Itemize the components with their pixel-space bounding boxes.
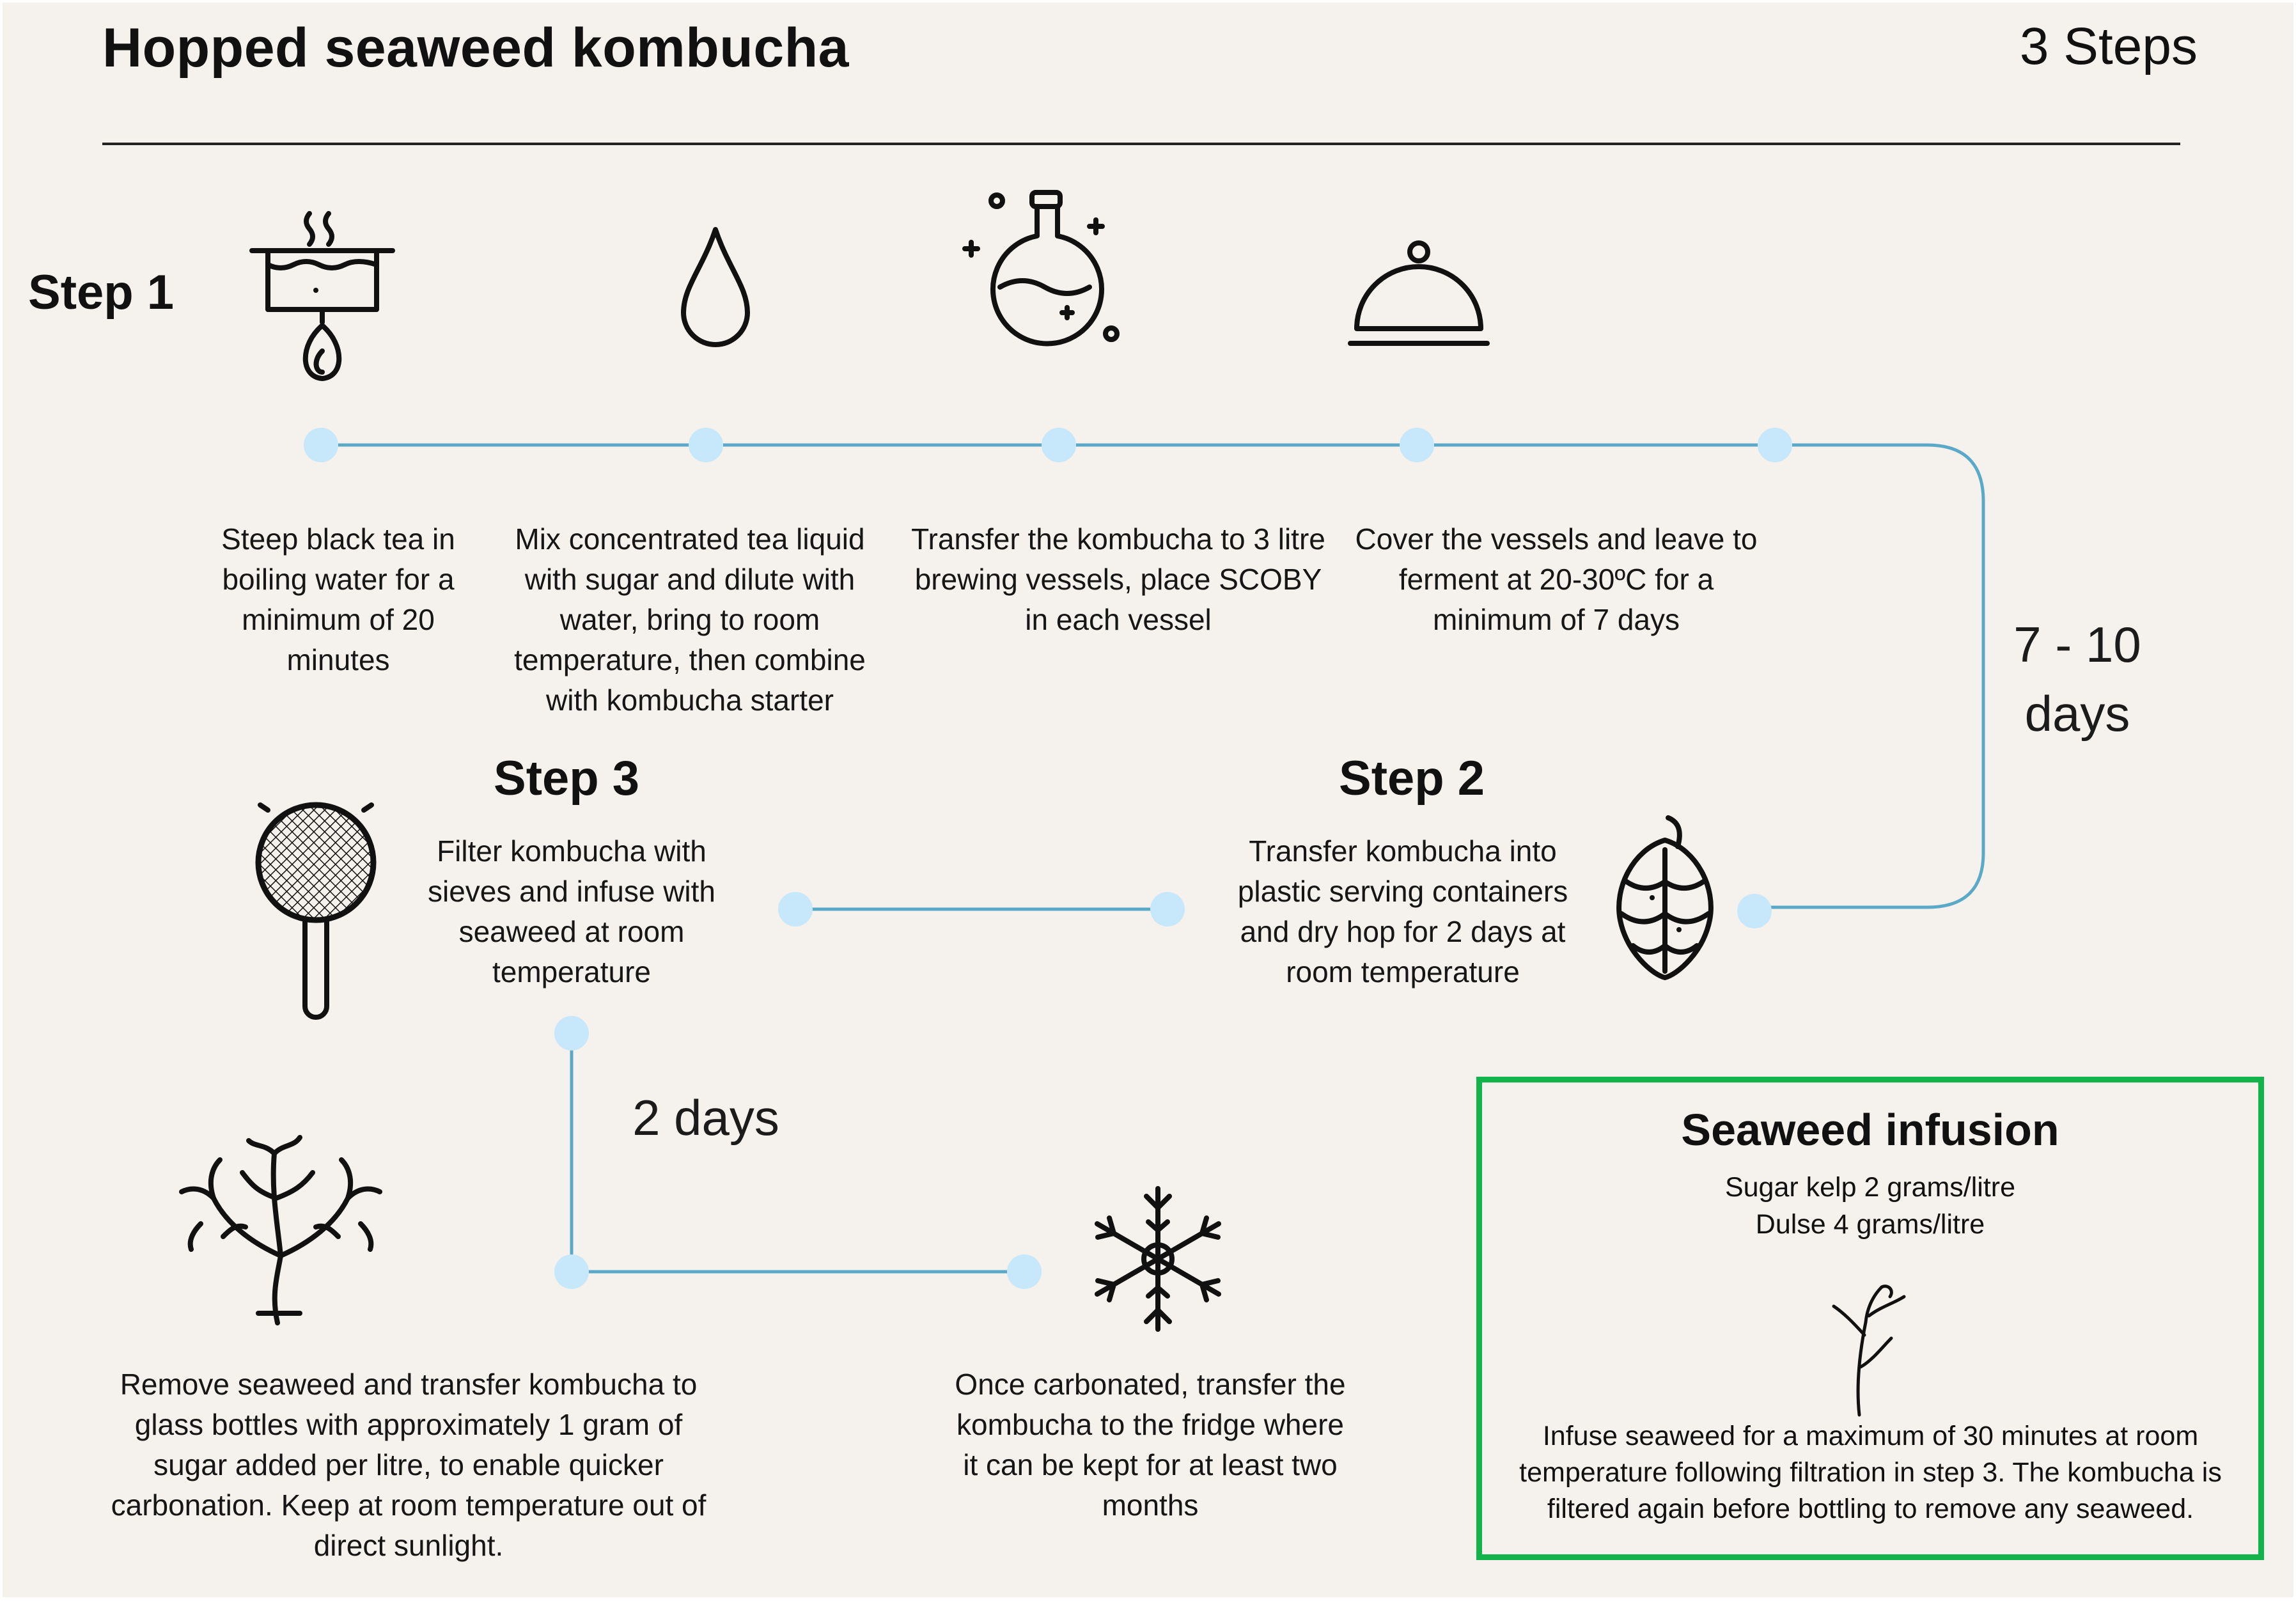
- final-text-2: Once carbonated, transfer the kombucha to the fridge where it can be kept for at least two months: [955, 1368, 1346, 1522]
- step2-label: Step 2: [1339, 751, 1485, 806]
- flow-node: [1758, 428, 1792, 462]
- sieve-icon: [249, 799, 383, 1022]
- step1-text-2: Mix concentrated tea liquid with sugar and dilute with water, bring to room temperature, then combine with kombucha starter: [514, 522, 866, 717]
- infusion-amounts: [1482, 1169, 2258, 1243]
- step3-label: Step 3: [494, 751, 640, 806]
- flow-node: [554, 1016, 589, 1050]
- seaweed-sprig-icon: [1821, 1277, 1917, 1418]
- infusion-title: Seaweed infusion: [1681, 1105, 2059, 1155]
- duration-2-days: 2 days: [632, 1089, 779, 1146]
- step1-label: Step 1: [28, 265, 175, 320]
- steps-count: 3 Steps: [2019, 17, 2198, 75]
- step2-text: Transfer kombucha into plastic serving containers and dry hop for 2 days at room temperature: [1237, 834, 1568, 988]
- snowflake-icon: [1077, 1182, 1240, 1336]
- page-title: Hopped seaweed kombucha: [102, 17, 850, 79]
- flow-node: [1400, 428, 1434, 462]
- flow-path-step3-final: [572, 1033, 1024, 1272]
- recipe-diagram: [3, 3, 2293, 1597]
- flow-node: [778, 892, 813, 926]
- flow-node: [689, 428, 723, 462]
- step3-text: Filter kombucha with sieves and infuse with seaweed at room temperature: [427, 834, 716, 988]
- step1-text-3: Transfer the kombucha to 3 litre brewing vessels, place SCOBY in each vessel: [911, 522, 1325, 636]
- infusion-description: Infuse seaweed for a maximum of 30 minutes at room temperature following filtration in step 3. The kombucha is filtered again before bottling to remove any seaweed.: [1519, 1421, 2222, 1524]
- flow-node: [304, 428, 338, 462]
- step1-text-1: Steep black tea in boiling water for a minimum of 20 minutes: [221, 522, 455, 676]
- seaweed-icon: [175, 1128, 386, 1326]
- water-drop-icon: [677, 223, 754, 351]
- boiling-pot-icon: [246, 194, 399, 386]
- flow-node: [1007, 1254, 1042, 1289]
- flow-node: [1042, 428, 1076, 462]
- flow-node: [1737, 894, 1772, 928]
- infusion-amount-sugar-kelp: Sugar kelp 2 grams/litre: [1724, 1172, 2016, 1203]
- seaweed-infusion-panel: [1476, 1077, 2264, 1560]
- cloche-icon: [1345, 236, 1492, 351]
- step1-text-4: Cover the vessels and leave to ferment at 20-30ºC for a minimum of 7 days: [1355, 522, 1758, 636]
- duration-7-10-days: 7 - 10 days: [2013, 616, 2141, 742]
- final-text-1: Remove seaweed and transfer kombucha to glass bottles with approximately 1 gram of sugar added per litre, to enable quicker carbonation. Keep at room temperature out of direct sunlight.: [111, 1368, 707, 1562]
- flow-node: [1150, 892, 1185, 926]
- infusion-amount-dulse: Dulse 4 grams/litre: [1755, 1209, 1985, 1240]
- flow-node: [554, 1254, 589, 1289]
- hop-cone-icon: [1607, 811, 1722, 984]
- flask-icon: [962, 185, 1128, 351]
